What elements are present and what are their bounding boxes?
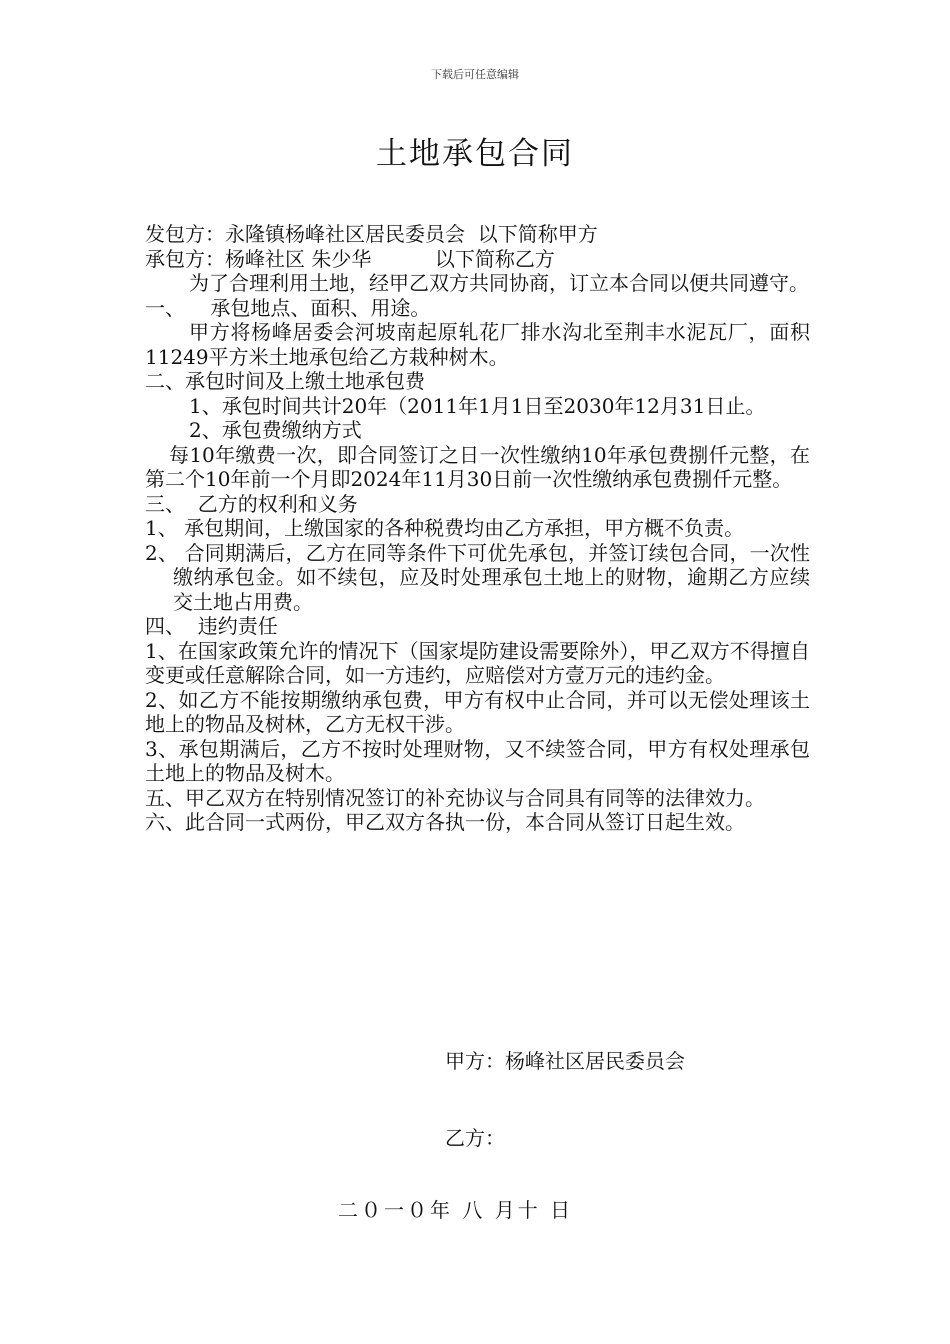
party-b-line: 承包方：杨峰社区 朱少华 以下简称乙方 [145,246,555,271]
section3-item2: 2、 合同期满后，乙方在同等条件下可优先承包，并签订续包合同，一次性缴纳承包金。如不续包，应及时处理承包土地上的财物，逾期乙方应续交土地占用费。 [145,540,810,614]
signature-date: 二０一０年 八 月十 日 [338,1198,574,1222]
header-note: 下载后可任意编辑 [431,68,519,81]
section2-item2-heading: 2、承包费缴纳方式 [189,418,362,442]
party-a-line: 发包方：永隆镇杨峰社区居民委员会 以下简称甲方 [145,222,598,246]
signature-party-a: 甲方：杨峰社区居民委员会 [445,1049,685,1073]
section4-item1: 1、在国家政策允许的情况下（国家堤防建设需要除外），甲乙双方不得擅自变更或任意解除合同，如一方违约，应赔偿对方壹万元的违约金。 [145,638,810,687]
section1-text: 甲方将杨峰居委会河坡南起原轧花厂排水沟北至荆丰水泥瓦厂，面积11249平方米土地承包给乙方栽种树木。 [145,320,810,369]
document-title: 土地承包合同 [376,136,574,172]
section4-item3: 3、承包期满后，乙方不按时处理财物，又不续签合同，甲方有权处理承包土地上的物品及树木。 [145,736,810,785]
contract-body [145,222,810,835]
section2-item2-text: 每10年缴费一次，即合同签订之日一次性缴纳10年承包费捌仟元整，在第二个10年前一个月即2024年11月30日前一次性缴纳承包费捌仟元整。 [145,442,810,491]
section4-item2: 2、如乙方不能按期缴纳承包费，甲方有权中止合同，并可以无偿处理该土地上的物品及树林，乙方无权干涉。 [145,687,810,736]
section6-text: 六、此合同一式两份，甲乙双方各执一份，本合同从签订日起生效。 [145,810,745,834]
section5-text: 五、甲乙双方在特别情况签订的补充协议与合同具有同等的法律效力。 [145,785,765,810]
signature-party-b: 乙方： [445,1126,505,1150]
section3-item1: 1、 承包期间，上缴国家的各种税费均由乙方承担，甲方概不负责。 [145,516,745,540]
section1-heading: 一、 承包地点、面积、用途。 [145,295,431,320]
section2-heading: 二、承包时间及上缴土地承包费 [145,369,425,393]
section2-item1: 1、承包时间共计20年（2011年1月1日至2030年12月31日止。 [189,393,766,418]
preamble-paragraph: 为了合理利用土地，经甲乙双方共同协商，订立本合同以便共同遵守。 [189,271,809,295]
section4-heading: 四、 违约责任 [145,614,278,638]
section3-heading: 三、 乙方的权利和义务 [145,491,358,516]
